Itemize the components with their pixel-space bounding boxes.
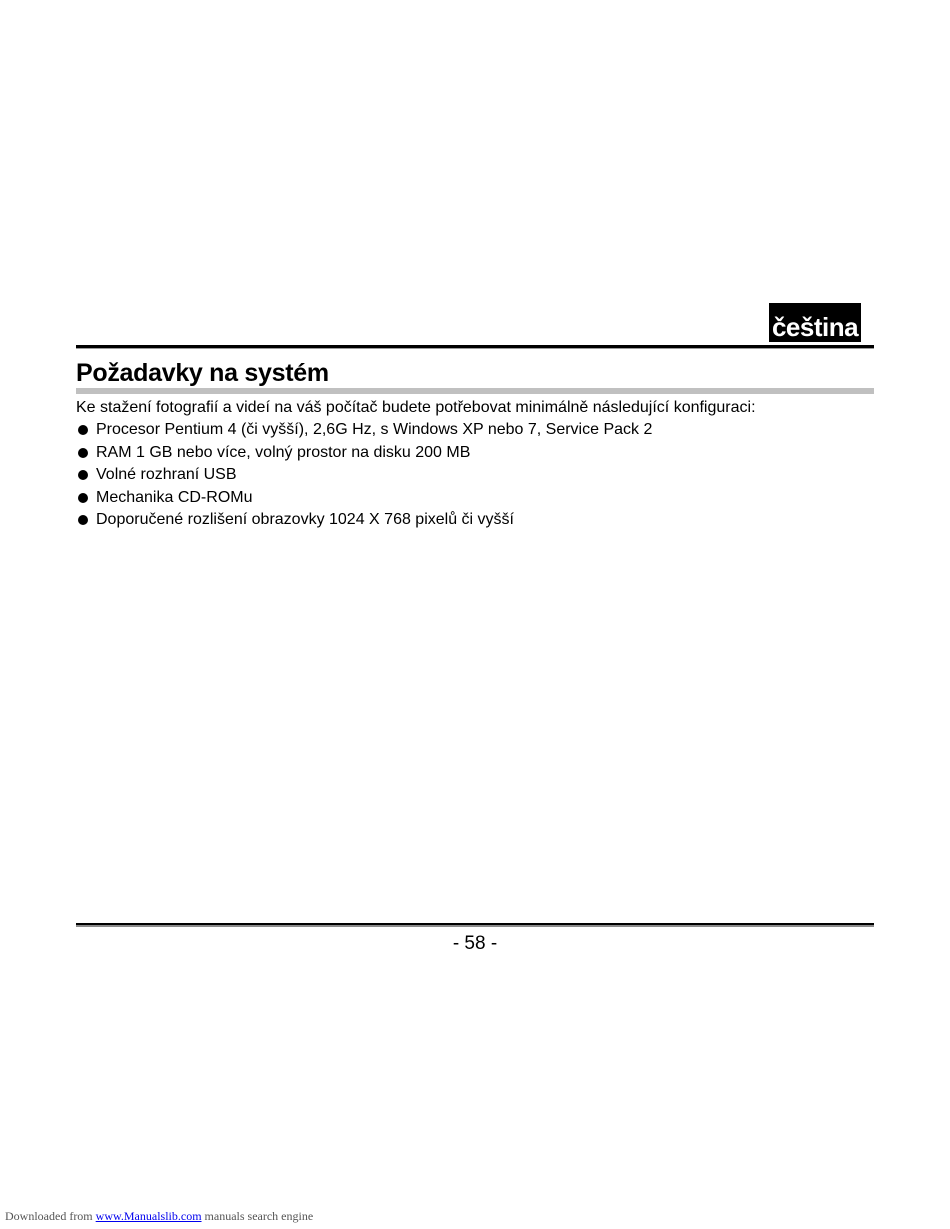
footer-suffix: manuals search engine [204,1209,314,1223]
footer-prefix: Downloaded from [5,1209,93,1223]
list-item-text: Mechanika CD-ROMu [96,488,253,506]
list-item-text: RAM 1 GB nebo více, volný prostor na disku 200 MB [96,443,471,461]
bullet-icon [78,493,88,503]
list-item-text: Procesor Pentium 4 (či vyšší), 2,6G Hz, s Windows XP nebo 7, Service Pack 2 [96,421,653,438]
page-title: Požadavky na systém [76,359,329,387]
list-item-text: Doporučené rozlišení obrazovky 1024 X 768 pixelů či vyšší [96,511,514,528]
language-tab: čeština [769,303,861,342]
footer-link[interactable]: www.Manualslib.com [95,1209,202,1223]
bullet-icon [78,425,88,435]
footer-rule-shadow [76,925,874,927]
title-underline-bar [76,388,874,394]
intro-paragraph: Ke stažení fotografií a videí na váš počítač budete potřebovat minimálně následující konfiguraci: [76,399,756,416]
bullet-icon [78,470,88,480]
bullet-icon [78,515,88,525]
page-number: - 58 - [452,933,498,954]
bullet-icon [78,448,88,458]
header-rule-shadow [76,348,874,349]
list-item-text: Volné rozhraní USB [96,466,237,483]
download-footer [5,1208,313,1224]
